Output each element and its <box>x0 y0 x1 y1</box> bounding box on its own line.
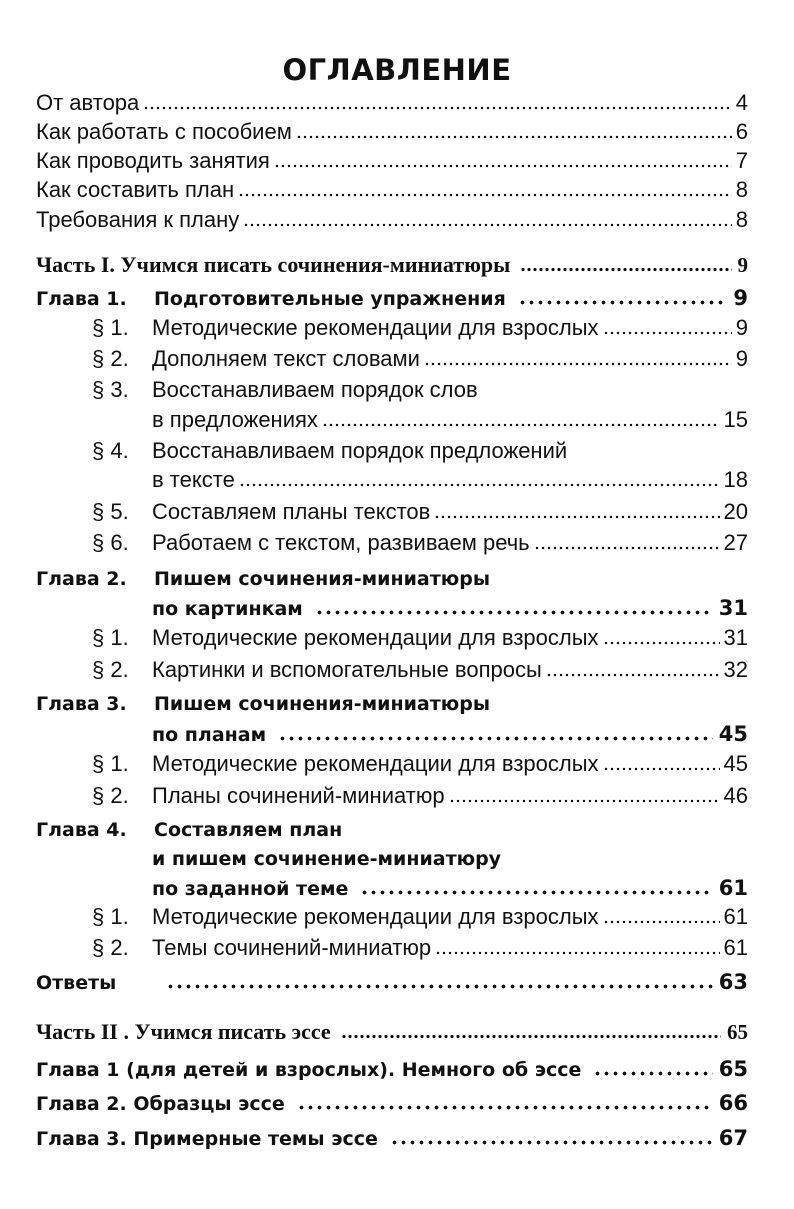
toc-entry-how-to-conduct[interactable] <box>36 146 748 176</box>
chapter-title: Глава 3. Примерные темы эссе <box>36 1128 378 1150</box>
dot-leader <box>143 106 731 110</box>
toc-entry-ch3-sec1[interactable] <box>92 749 748 779</box>
dot-leader <box>424 362 732 366</box>
dot-leader <box>520 267 731 272</box>
section-title: Составляем планы текстов <box>152 499 431 524</box>
section-number: § 1. <box>92 315 129 340</box>
page-number: 61 <box>723 935 748 960</box>
toc-entry-part2-chapter-3[interactable] <box>36 1123 748 1153</box>
toc-entry-part2-chapter-1[interactable] <box>36 1054 748 1084</box>
section-title: Планы сочинений-миниатюр <box>152 783 445 808</box>
toc-entry-ch1-sec2[interactable] <box>92 344 748 374</box>
page-number: 15 <box>723 407 748 432</box>
dot-leader <box>593 1071 712 1076</box>
dot-leader <box>166 984 713 989</box>
chapter-label: Глава 2. <box>36 568 127 590</box>
toc-entry-chapter-4-line3[interactable] <box>152 873 748 903</box>
section-title: Восстанавливаем порядок слов <box>152 377 478 402</box>
page-number: 20 <box>723 499 748 524</box>
page-number: 61 <box>718 876 748 900</box>
page-number: 45 <box>718 722 748 746</box>
toc-entry-ch1-sec4-line2[interactable] <box>152 465 748 495</box>
page-number: 31 <box>723 625 748 650</box>
chapter-title: Глава 1 (для детей и взрослых). Немного об эссе <box>36 1059 582 1081</box>
page-number: 9 <box>735 346 748 371</box>
section-title: Методические рекомендации для взрослых <box>152 751 599 776</box>
page-number: 63 <box>718 970 748 994</box>
chapter-title-continued: по картинкам <box>152 598 303 620</box>
page-number: 18 <box>723 467 748 492</box>
page-number: 9 <box>733 286 748 310</box>
toc-entry-part-2[interactable] <box>36 1017 748 1047</box>
dot-leader <box>360 890 712 895</box>
dot-leader <box>278 736 713 741</box>
chapter-title-continued: и пишем сочинение-миниатюру <box>152 848 502 870</box>
section-number: § 2. <box>92 783 129 808</box>
chapter-title: Пишем сочинения-миниатюры <box>154 693 491 715</box>
toc-entry-ch1-sec3-line1[interactable] <box>92 375 748 405</box>
entry-text: Как составить план <box>36 177 235 202</box>
section-title: Дополняем текст словами <box>152 346 420 371</box>
page-number: 31 <box>718 596 748 620</box>
page-number: 61 <box>723 904 748 929</box>
page-number: 66 <box>718 1091 748 1115</box>
toc-entry-ch2-sec2[interactable] <box>92 655 748 685</box>
page-number: 8 <box>735 177 748 202</box>
toc-entry-from-author[interactable] <box>36 88 748 118</box>
dot-leader <box>390 1140 713 1145</box>
dot-leader <box>603 920 720 924</box>
dot-leader <box>322 423 720 427</box>
section-number: § 3. <box>92 377 129 402</box>
dot-leader <box>243 223 731 227</box>
dot-leader <box>239 483 720 487</box>
page-number: 8 <box>735 207 748 232</box>
toc-entry-how-to-plan[interactable] <box>36 175 748 205</box>
dot-leader <box>274 164 732 168</box>
dot-leader <box>435 951 719 955</box>
page-title: ОГЛАВЛЕНИЕ <box>282 53 512 87</box>
dot-leader <box>603 641 720 645</box>
dot-leader <box>603 331 732 335</box>
section-number: § 6. <box>92 530 129 555</box>
dot-leader <box>341 1034 721 1039</box>
toc-entry-ch1-sec1[interactable] <box>92 313 748 343</box>
toc-entry-chapter-3-line2[interactable] <box>152 719 748 749</box>
section-number: § 4. <box>92 438 129 463</box>
section-title: Методические рекомендации для взрослых <box>152 315 599 340</box>
toc-entry-chapter-3-line1[interactable] <box>36 689 748 719</box>
page-number: 6 <box>735 119 748 144</box>
section-title: Картинки и вспомогательные вопросы <box>152 657 542 682</box>
page-number: 7 <box>735 148 748 173</box>
toc-entry-ch4-sec2[interactable] <box>92 933 748 963</box>
toc-entry-chapter-2-line1[interactable] <box>36 564 748 594</box>
toc-entry-answers[interactable] <box>36 967 748 997</box>
section-number: § 1. <box>92 904 129 929</box>
section-number: § 5. <box>92 499 129 524</box>
toc-entry-chapter-4-line1[interactable] <box>36 815 748 845</box>
toc-entry-chapter-1[interactable] <box>36 283 748 313</box>
entry-text: От автора <box>36 90 140 115</box>
toc-entry-how-to-work[interactable] <box>36 117 748 147</box>
section-title: Методические рекомендации для взрослых <box>152 625 599 650</box>
section-number: § 2. <box>92 346 129 371</box>
section-title-continued: в тексте <box>152 467 235 492</box>
dot-leader <box>534 546 720 550</box>
page-number: 4 <box>735 90 748 115</box>
entry-text: Как работать с пособием <box>36 119 292 144</box>
section-number: § 1. <box>92 751 129 776</box>
toc-entry-ch1-sec4-line1[interactable] <box>92 436 748 466</box>
dot-leader <box>449 799 720 803</box>
dot-leader <box>603 767 720 771</box>
section-title: Темы сочинений-миниатюр <box>152 935 432 960</box>
chapter-title: Пишем сочинения-миниатюры <box>154 568 491 590</box>
section-number: § 1. <box>92 625 129 650</box>
section-title-continued: в предложениях <box>152 407 318 432</box>
toc-entry-part-1[interactable] <box>36 250 748 280</box>
chapter-title: Подготовительные упражнения <box>154 288 506 310</box>
dot-leader <box>546 673 720 677</box>
page-number: 67 <box>718 1126 748 1150</box>
part-heading: Часть I. Учимся писать сочинения-миниатюры <box>36 252 511 277</box>
toc-entry-chapter-4-line2[interactable] <box>152 844 748 874</box>
entry-text: Требования к плану <box>36 207 240 232</box>
entry-text: Как проводить занятия <box>36 148 270 173</box>
toc-entry-ch1-sec6[interactable] <box>92 528 748 558</box>
page-number: 32 <box>723 657 748 682</box>
toc-entry-ch1-sec3-line2[interactable] <box>152 405 748 435</box>
dot-leader <box>297 1105 713 1110</box>
toc-entry-ch2-sec1[interactable] <box>92 623 748 653</box>
section-title: Методические рекомендации для взрослых <box>152 904 599 929</box>
answers-label: Ответы <box>36 972 117 994</box>
page-number: 9 <box>735 315 748 340</box>
toc-entry-ch1-sec5[interactable] <box>92 497 748 527</box>
section-title: Работаем с текстом, развиваем речь <box>152 530 530 555</box>
chapter-title-continued: по планам <box>152 724 267 746</box>
chapter-title-continued: по заданной теме <box>152 878 349 900</box>
chapter-title: Составляем план <box>154 819 343 841</box>
section-number: § 2. <box>92 935 129 960</box>
chapter-label: Глава 4. <box>36 819 127 841</box>
dot-leader <box>296 135 732 139</box>
dot-leader <box>315 610 713 615</box>
page-number: 27 <box>723 530 748 555</box>
toc-entry-ch4-sec1[interactable] <box>92 902 748 932</box>
page-number: 46 <box>723 783 748 808</box>
page-number: 65 <box>718 1057 748 1081</box>
page-number: 9 <box>737 253 748 277</box>
section-number: § 2. <box>92 657 129 682</box>
page-number: 65 <box>727 1020 748 1044</box>
chapter-label: Глава 3. <box>36 693 127 715</box>
dot-leader <box>434 515 719 519</box>
part-heading: Часть II . Учимся писать эссе <box>36 1019 331 1044</box>
page-number: 45 <box>723 751 748 776</box>
dot-leader <box>518 300 728 305</box>
toc-entry-part2-chapter-2[interactable] <box>36 1088 748 1118</box>
chapter-title: Глава 2. Образцы эссе <box>36 1093 285 1115</box>
toc-entry-plan-requirements[interactable] <box>36 205 748 235</box>
dot-leader <box>238 193 732 197</box>
toc-entry-chapter-2-line2[interactable] <box>152 593 748 623</box>
section-title: Восстанавливаем порядок предложений <box>152 438 568 463</box>
toc-entry-ch3-sec2[interactable] <box>92 781 748 811</box>
chapter-label: Глава 1. <box>36 288 127 310</box>
